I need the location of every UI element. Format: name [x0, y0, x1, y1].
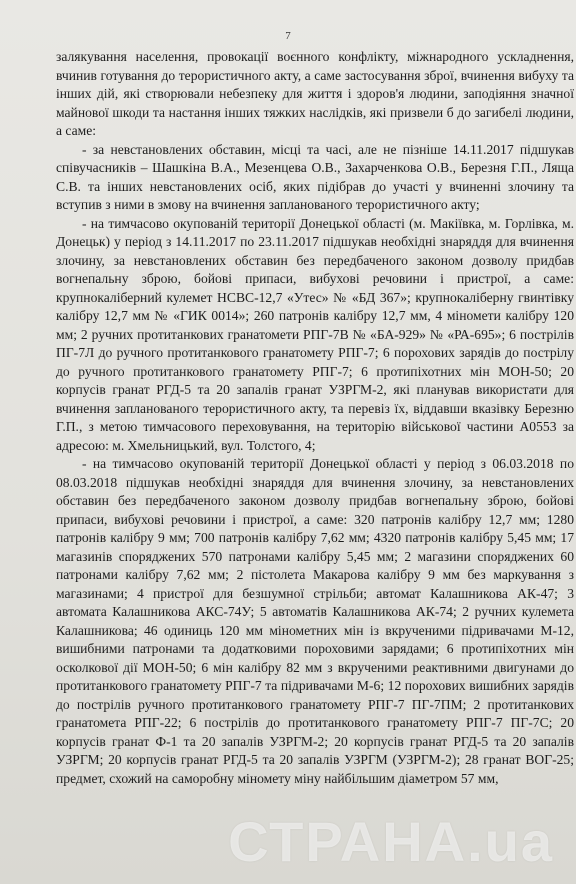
site-watermark: СТРАНА.ua [228, 810, 554, 873]
paragraph-accomplices: - за невстановлених обставин, місці та часі, але не пізніше 14.11.2017 підшукав співучасників – Шашкіна В.А., Мезенцева О.В., Захарченкова О.В., Березня Г.П., Ляща С.В. та інших невстановлених осіб, яких підібрав до участі у вчиненні злочину та вступив з ними в змову на вчинення запланованого терористичного акту; [56, 141, 574, 212]
paragraph-weapons-2018: - на тимчасово окупованій території Донецької області у період з 06.03.2018 по 08.03.2018 підшукав необхідні знаряддя для вчинення злочину, за невстановлених обставин без передбаченого законом дозволу придбав вогнепальну зброю, бойові припаси, вибухові речовини і пристрої, а саме: 320 патронів калібру 12,7 мм; 1280 патронів калібру 9 мм; 700 патронів калібру 7,62 мм; 4320 патронів калібру 5,45 мм; 17 магазинів споряджених 570 патронами калібру 5,45 мм; 2 магазини споряджених 60 патронами калібру 7,62 мм; 2 пістолета Макарова калібру 9 мм без маркування з магазинами; 4 пристрої для безшумної стрільби; автомат Калашникова АК-47; 3 автомата Калашникова АКС-74У; 5 автоматів Калашникова АК-74; 2 ручних кулемета Калашникова; 46 одиниць 120 мм мінометних мін із вкрученими підривачами М-12, вишибними патронами та додатковими пороховими зарядами; 6 протипіхотних мін осколкової дії МОН-50; 6 мін калібру 82 мм з вкрученими реактивними двигунами до протитанкового гранатомету РПГ-7 та підривачами М-6; 12 порохових вишибних зарядів до пострілів ручного протитанкового гранатомету РПГ-7 ПГ-7ПМ; 2 протитанкових гранатомета РПГ-22; 6 пострілів до протитанкового гранатомету РПГ-7 ПГ-7С; 20 корпусів гранат Ф-1 та 20 запалів УЗРГМ-2; 20 корпусів гранат РГД-5 та 20 запалів УЗРГМ; 20 корпусів гранат РГД-5 та 20 запалів УЗРГМ (УЗРГМ-2); 28 гранат ВОГ-25; предмет, схожий на саморобну міномету міну найбільшим діаметром 57 мм, [56, 456, 574, 786]
paragraph-weapons-2017: - на тимчасово окупованій території Донецької області (м. Макіївка, м. Горлівка, м. Донецьк) у період з 14.11.2017 по 23.11.2017 підшукав необхідні знаряддя для вчинення злочину, за невстановлених обставин без передбаченого законом дозволу придбав вогнепальну зброю, бойові припаси, вибухові речовини і пристрої, а саме: крупнокаліберний кулемет НСВС-12,7 «Утес» № «БД 367»; крупнокаліберну гвинтівку калібру 12,7 мм № «ГИК 0014»; 260 патронів калібру 12,7 мм, 4 міномети калібру 120 мм; 2 ручних протитанкових гранатомети РПГ-7В № «БА-929» № «РА-695»; 6 пострілів ПГ-7Л до ручного протитанкового гранатомету РПГ-7; 6 порохових зарядів до пострілу до ручного протитанкового гранатомету РПГ-7; 6 протипіхотних мін МОН-50; 20 корпусів гранат РГД-5 та 20 запалів гранат УЗРГМ-2, які планував використати для вчинення запланованого терористичного акту, та перевіз їх, віддавши вказівку Березню Г.П., з метою тимчасового переховування, на територію військової частини А0553 за адресою: м. Хмельницький, вул. Толстого, 4; [56, 215, 574, 453]
paragraph-intro: залякування населення, провокації воєнного конфлікту, міжнародного ускладнення, вчинив готування до терористичного акту, а саме застосування зброї, вчинення вибуху та інших дій, які створювали небезпеку для життя і здоров'я людини, заподіяння значної майнової шкоди та настання інших тяжких наслідків, які призвели б до загибелі людини, а саме: [56, 49, 574, 138]
page-number: 7 [285, 30, 291, 42]
document-body [56, 48, 574, 788]
